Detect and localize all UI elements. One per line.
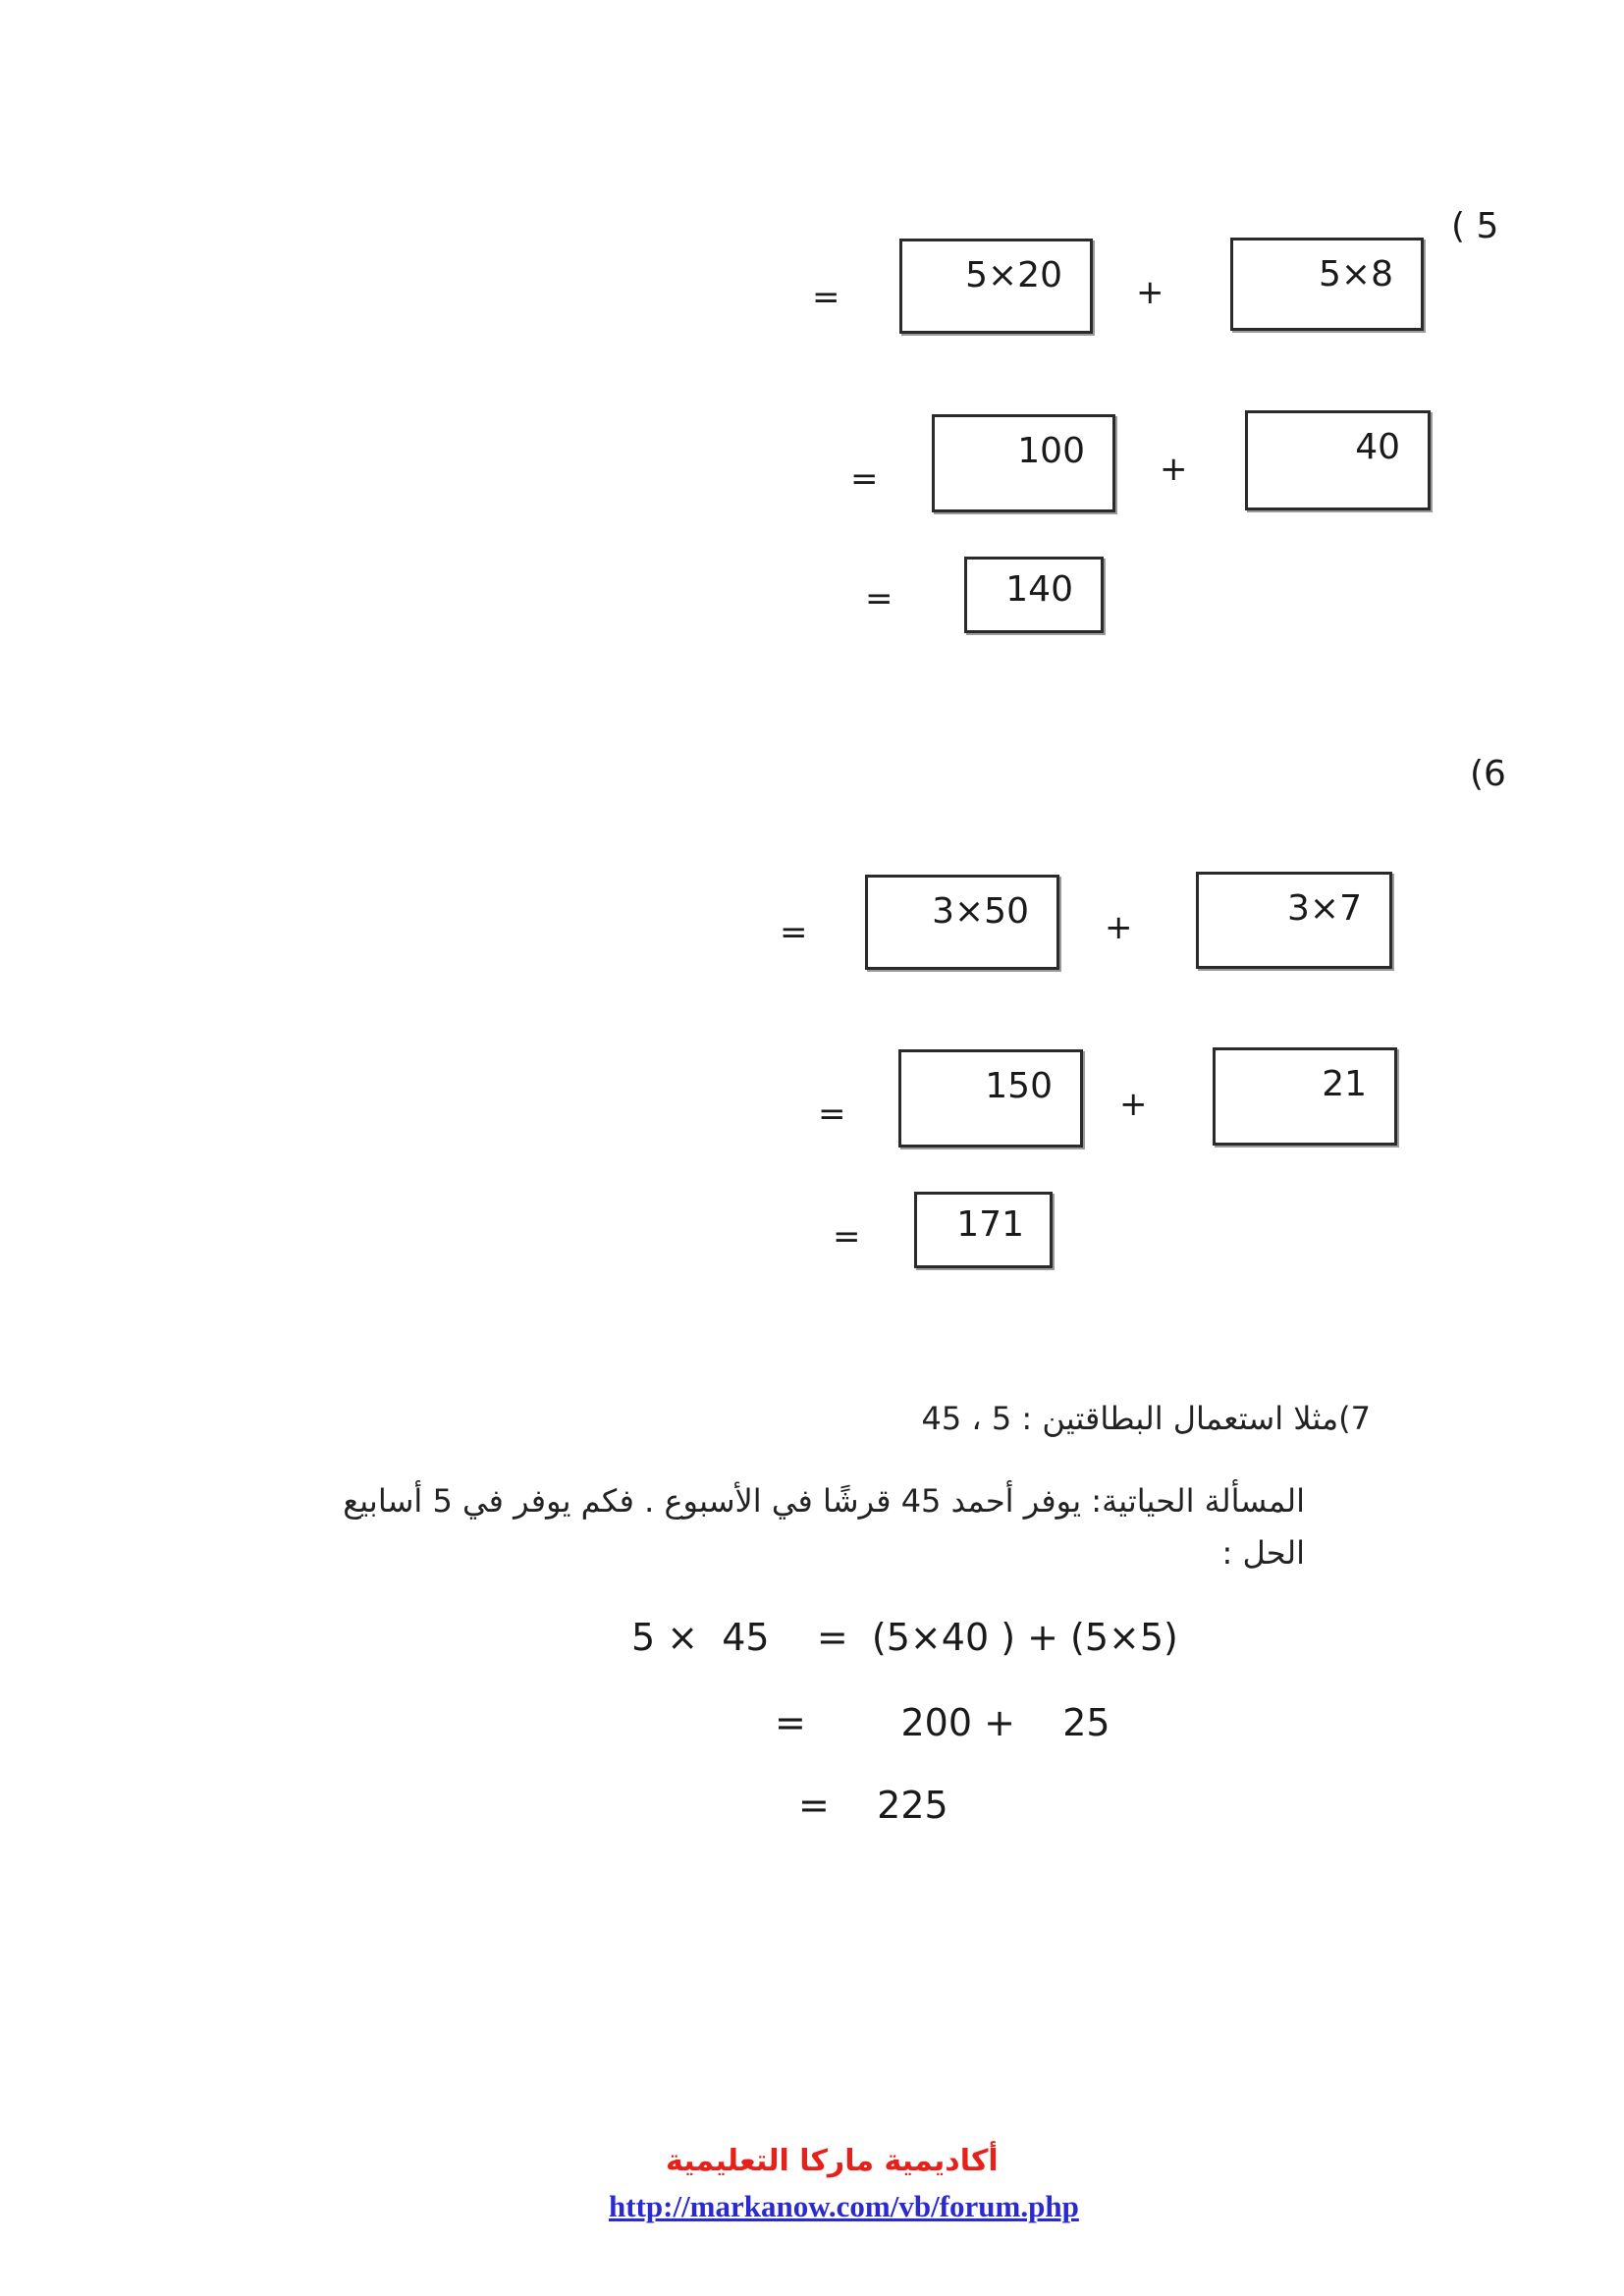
- q7-equation-2: = 200 + 25: [775, 1701, 1110, 1744]
- q5-row2-left-box: 100: [932, 414, 1115, 512]
- q5-row1-plus: +: [1136, 273, 1164, 312]
- q7-heading: 7)مثلا استعمال البطاقتين : 5 ، 45: [921, 1400, 1371, 1437]
- q7-equation-1: 5 × 45 = (5×40 ) + (5×5): [631, 1616, 1178, 1659]
- q7-problem: المسألة الحياتية: يوفر أحمد 45 قرشًا في الأسبوع . فكم يوفر في 5 أسابيع: [343, 1482, 1305, 1520]
- q6-row2-equals: =: [818, 1095, 846, 1134]
- q5-row3-box: 140: [964, 557, 1104, 633]
- q6-row1-plus: +: [1105, 908, 1133, 947]
- q5-label: ( 5: [1451, 206, 1499, 246]
- q7-equation-3: = 225: [798, 1784, 948, 1827]
- q6-row3-box: 171: [914, 1192, 1053, 1268]
- q6-row2-plus: +: [1119, 1085, 1148, 1124]
- footer-link[interactable]: http://markanow.com/vb/forum.php: [609, 2189, 1079, 2223]
- q6-row1-right-box: 3×7: [1196, 872, 1392, 969]
- q5-row2-equals: =: [850, 459, 879, 499]
- q6-row3-equals: =: [833, 1217, 861, 1256]
- q6-row2-left-box: 150: [898, 1049, 1083, 1148]
- q6-row1-equals: =: [780, 913, 808, 952]
- q5-row1-equals: =: [812, 278, 840, 317]
- q6-label: (6: [1470, 754, 1506, 794]
- q5-row1-left-box: 5×20: [899, 239, 1093, 334]
- q5-row2-right-box: 40: [1245, 410, 1431, 510]
- q5-row3-equals: =: [865, 579, 893, 618]
- q6-row1-left-box: 3×50: [865, 875, 1059, 970]
- q5-row1-right-box: 5×8: [1230, 238, 1424, 331]
- footer-title: أكاديمية ماركا التعليمية: [666, 2144, 999, 2178]
- q7-solution-label: الحل :: [1221, 1534, 1305, 1572]
- q5-row2-plus: +: [1160, 450, 1188, 489]
- q6-row2-right-box: 21: [1213, 1047, 1397, 1146]
